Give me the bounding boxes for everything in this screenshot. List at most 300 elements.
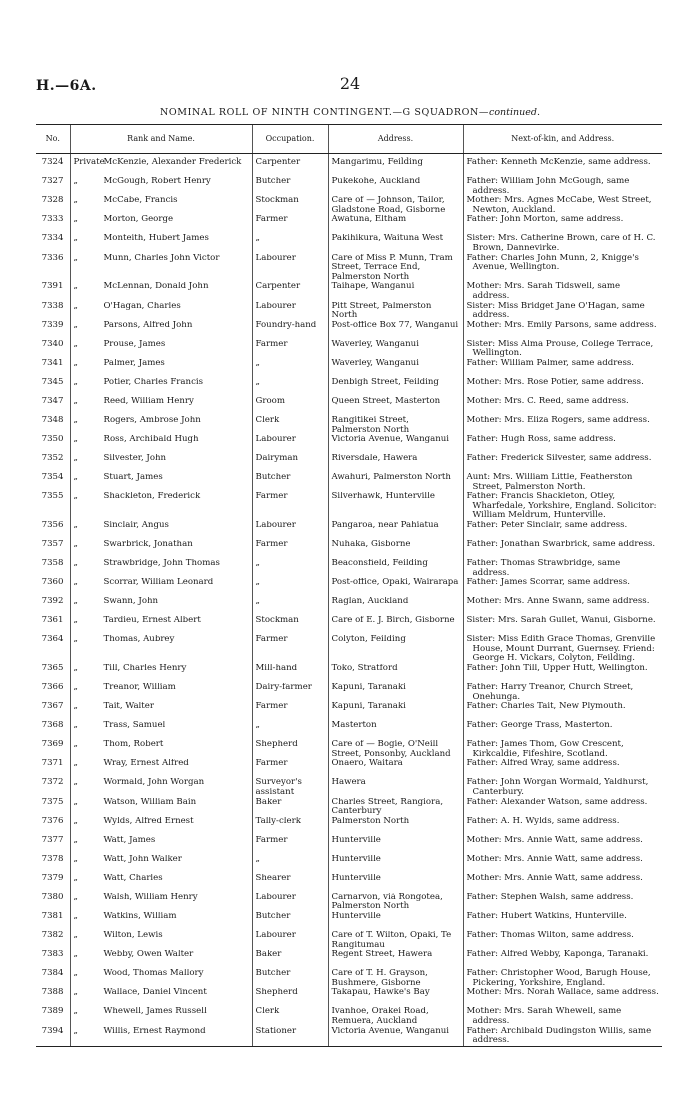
rank-name-cell bbox=[70, 454, 252, 473]
rank-name-cell bbox=[70, 559, 252, 578]
occupation-cell: „ bbox=[252, 359, 328, 378]
occupation-cell: Foundry-hand bbox=[252, 321, 328, 340]
rank-name-cell bbox=[70, 302, 252, 321]
next-of-kin-cell: Father: William John McGough, same address. bbox=[463, 177, 662, 196]
soldier-name: Strawbridge, John Thomas bbox=[103, 559, 220, 569]
rank-name-cell bbox=[70, 778, 252, 797]
service-number-cell: 7352 bbox=[41, 454, 64, 464]
service-number-cell: 7348 bbox=[41, 415, 64, 425]
occupation-cell: Farmer bbox=[252, 836, 328, 855]
rank: „ bbox=[73, 969, 78, 979]
rank: „ bbox=[73, 988, 78, 998]
rank-name-cell bbox=[70, 282, 252, 301]
next-of-kin-cell: Father: Alfred Webby, Kaponga, Taranaki. bbox=[463, 950, 662, 969]
table-row bbox=[36, 521, 662, 540]
service-number-cell: 7382 bbox=[41, 930, 64, 940]
roll-title-suffix: continued. bbox=[489, 107, 540, 118]
service-number-cell: 7391 bbox=[41, 282, 64, 292]
address-cell: Victoria Avenue, Wanganui bbox=[328, 1027, 463, 1047]
occupation-cell: Carpenter bbox=[252, 282, 328, 301]
soldier-name: Watt, Charles bbox=[103, 873, 163, 883]
next-of-kin-cell: Mother: Mrs. Emily Parsons, same address. bbox=[463, 321, 662, 340]
rank: „ bbox=[73, 177, 78, 186]
soldier-name: Reed, William Henry bbox=[103, 396, 194, 406]
next-of-kin-cell: Mother: Mrs. Annie Watt, same address. bbox=[463, 836, 662, 855]
rank-name-cell bbox=[70, 969, 252, 988]
soldier-name: Wilton, Lewis bbox=[103, 930, 163, 940]
address-cell: Waverley, Wanganui bbox=[328, 340, 463, 359]
soldier-name: Tardieu, Ernest Albert bbox=[103, 616, 201, 626]
service-number-cell: 7377 bbox=[41, 835, 64, 845]
next-of-kin-cell: Father: A. H. Wylds, same address. bbox=[463, 817, 662, 836]
rank-name-cell bbox=[70, 798, 252, 817]
rank: „ bbox=[73, 616, 78, 626]
address-cell: Takapau, Hawke's Bay bbox=[328, 988, 463, 1007]
table-row bbox=[36, 635, 662, 664]
table-row bbox=[36, 950, 662, 969]
table-row bbox=[36, 702, 662, 721]
occupation-cell: Farmer bbox=[252, 702, 328, 721]
rank-name-cell bbox=[70, 177, 252, 196]
rank: „ bbox=[73, 339, 78, 349]
address-cell: Charles Street, Rangiora, Canterbury bbox=[328, 798, 463, 817]
next-of-kin-cell: Father: Francis Shackleton, Otley, Wharfedale, Yorkshire, England. Solicitor: William Meldrum, Hunterville. bbox=[463, 492, 662, 521]
column-header-kin: Next-of-kin, and Address. bbox=[463, 125, 662, 154]
rank: „ bbox=[73, 854, 78, 864]
address-cell: Ivanhoe, Orakei Road, Remuera, Auckland bbox=[328, 1007, 463, 1026]
service-number-cell: 7354 bbox=[41, 473, 64, 483]
address-cell: Raglan, Auckland bbox=[328, 597, 463, 616]
rank: „ bbox=[73, 702, 78, 712]
service-number-cell: 7394 bbox=[36, 1027, 70, 1047]
occupation-cell: „ bbox=[252, 597, 328, 616]
service-number-cell: 7365 bbox=[41, 664, 64, 674]
occupation-cell: Stockman bbox=[252, 196, 328, 215]
occupation-cell: Labourer bbox=[252, 931, 328, 950]
occupation-cell: Farmer bbox=[252, 540, 328, 559]
soldier-name: Till, Charles Henry bbox=[103, 664, 187, 674]
rank-name-cell bbox=[70, 702, 252, 721]
rank: „ bbox=[73, 635, 78, 645]
rank: „ bbox=[73, 797, 78, 807]
service-number-cell: 7345 bbox=[41, 377, 64, 387]
soldier-name: Parsons, Alfred John bbox=[103, 320, 193, 330]
next-of-kin-cell: Sister: Miss Alma Prouse, College Terrace, Wellington. bbox=[463, 340, 662, 359]
rank-name-cell bbox=[70, 234, 252, 253]
table-row bbox=[36, 359, 662, 378]
soldier-name: Shackleton, Frederick bbox=[103, 492, 201, 502]
next-of-kin-cell: Father: Charles John Munn, 2, Knigge's Avenue, Wellington. bbox=[463, 254, 662, 283]
rank: „ bbox=[73, 301, 78, 311]
rank: „ bbox=[73, 835, 78, 845]
rank-name-cell bbox=[70, 473, 252, 492]
address-cell: Silverhawk, Hunterville bbox=[328, 492, 463, 521]
rank-name-cell bbox=[70, 359, 252, 378]
next-of-kin-cell: Aunt: Mrs. William Little, Featherston Street, Palmerston North. bbox=[463, 473, 662, 492]
table-row bbox=[36, 893, 662, 912]
occupation-cell: Butcher bbox=[252, 912, 328, 931]
next-of-kin-cell: Father: Charles Tait, New Plymouth. bbox=[463, 702, 662, 721]
rank-name-cell bbox=[70, 893, 252, 912]
soldier-name: Wray, Ernest Alfred bbox=[103, 759, 189, 769]
next-of-kin-cell: Father: John Worgan Wormald, Yaldhurst, Canterbury. bbox=[463, 778, 662, 797]
soldier-name: Silvester, John bbox=[103, 454, 167, 464]
next-of-kin-cell: Father: Kenneth McKenzie, same address. bbox=[463, 154, 662, 178]
next-of-kin-cell: Mother: Mrs. Agnes McCabe, West Street, Newton, Auckland. bbox=[463, 196, 662, 215]
soldier-name: Watt, John Walker bbox=[103, 854, 182, 864]
soldier-name: McLennan, Donald John bbox=[103, 282, 209, 292]
rank: „ bbox=[73, 1007, 78, 1017]
occupation-cell: Clerk bbox=[252, 1007, 328, 1026]
soldier-name: Wood, Thomas Mallory bbox=[103, 969, 204, 979]
next-of-kin-cell: Father: Thomas Strawbridge, same address. bbox=[463, 559, 662, 578]
service-number-cell: 7334 bbox=[41, 234, 64, 244]
table-row bbox=[36, 817, 662, 836]
service-number-cell: 7375 bbox=[41, 797, 64, 807]
nominal-roll-table bbox=[36, 124, 662, 1047]
table-row bbox=[36, 302, 662, 321]
table-row bbox=[36, 778, 662, 797]
table-row bbox=[36, 664, 662, 683]
service-number-cell: 7336 bbox=[41, 253, 64, 263]
soldier-name: Swarbrick, Jonathan bbox=[103, 540, 193, 550]
service-number-cell: 7379 bbox=[41, 873, 64, 883]
table-row bbox=[36, 154, 662, 178]
soldier-name: Swann, John bbox=[103, 597, 159, 607]
table-row bbox=[36, 578, 662, 597]
column-header-name: Rank and Name. bbox=[70, 125, 252, 154]
rank: „ bbox=[73, 778, 78, 788]
rank-name-cell bbox=[70, 721, 252, 740]
column-header-address: Address. bbox=[328, 125, 463, 154]
occupation-cell: Shearer bbox=[252, 874, 328, 893]
occupation-cell: „ bbox=[252, 578, 328, 597]
rank-name-cell bbox=[70, 492, 252, 521]
next-of-kin-cell: Father: George Trass, Masterton. bbox=[463, 721, 662, 740]
rank: „ bbox=[73, 215, 78, 225]
service-number-cell: 7324 bbox=[41, 157, 64, 167]
service-number-cell: 7384 bbox=[41, 969, 64, 979]
address-cell: Care of — Johnson, Tailor, Gladstone Road, Gisborne bbox=[328, 196, 463, 215]
address-cell: Awatuna, Eltham bbox=[328, 215, 463, 234]
soldier-name: Palmer, James bbox=[103, 358, 165, 368]
rank: „ bbox=[73, 1026, 78, 1036]
rank-name-cell bbox=[70, 1007, 252, 1026]
next-of-kin-cell: Mother: Mrs. Anne Swann, same address. bbox=[463, 597, 662, 616]
rank-name-cell bbox=[70, 817, 252, 836]
rank: „ bbox=[73, 664, 78, 674]
soldier-name: Scorrar, William Leonard bbox=[103, 578, 214, 588]
rank: „ bbox=[73, 320, 78, 330]
soldier-name: Prouse, James bbox=[103, 339, 166, 349]
rank-name-cell bbox=[70, 1027, 252, 1047]
occupation-cell: Carpenter bbox=[252, 154, 328, 178]
occupation-cell: Labourer bbox=[252, 521, 328, 540]
table-row bbox=[36, 254, 662, 283]
table-row bbox=[36, 473, 662, 492]
address-cell: Hunterville bbox=[328, 855, 463, 874]
rank-name-cell bbox=[70, 196, 252, 215]
rank: „ bbox=[73, 473, 78, 483]
next-of-kin-cell: Father: James Scorrar, same address. bbox=[463, 578, 662, 597]
soldier-name: O'Hagan, Charles bbox=[103, 301, 181, 311]
next-of-kin-cell: Father: John Morton, same address. bbox=[463, 215, 662, 234]
address-cell: Riversdale, Hawera bbox=[328, 454, 463, 473]
service-number-cell: 7364 bbox=[41, 635, 64, 645]
service-number-cell: 7378 bbox=[41, 854, 64, 864]
address-cell: Hunterville bbox=[328, 836, 463, 855]
next-of-kin-cell: Mother: Mrs. Annie Watt, same address. bbox=[463, 874, 662, 893]
rank: „ bbox=[73, 492, 78, 502]
rank: „ bbox=[73, 415, 78, 425]
address-cell: Hunterville bbox=[328, 912, 463, 931]
next-of-kin-cell: Father: Frederick Silvester, same address. bbox=[463, 454, 662, 473]
service-number-cell: 7340 bbox=[41, 339, 64, 349]
rank-name-cell bbox=[70, 578, 252, 597]
table-row bbox=[36, 196, 662, 215]
address-cell: Onaero, Waitara bbox=[328, 759, 463, 778]
service-number-cell: 7381 bbox=[41, 911, 64, 921]
table-row bbox=[36, 969, 662, 988]
rank-name-cell bbox=[70, 340, 252, 359]
rank: „ bbox=[73, 234, 78, 244]
occupation-cell: Butcher bbox=[252, 177, 328, 196]
rank-name-cell bbox=[70, 759, 252, 778]
next-of-kin-cell: Father: Stephen Walsh, same address. bbox=[463, 893, 662, 912]
service-number-cell: 7388 bbox=[41, 988, 64, 998]
service-number-cell: 7371 bbox=[41, 759, 64, 769]
soldier-name: Rogers, Ambrose John bbox=[103, 415, 201, 425]
service-number-cell: 7358 bbox=[41, 559, 64, 569]
soldier-name: Treanor, William bbox=[103, 683, 176, 693]
next-of-kin-cell: Father: Hubert Watkins, Hunterville. bbox=[463, 912, 662, 931]
table-row bbox=[36, 1027, 662, 1047]
table-row bbox=[36, 340, 662, 359]
address-cell: Post-office, Opaki, Wairarapa bbox=[328, 578, 463, 597]
next-of-kin-cell: Father: John Till, Upper Hutt, Wellington. bbox=[463, 664, 662, 683]
address-cell: Pakihikura, Waituna West bbox=[328, 234, 463, 253]
next-of-kin-cell: Sister: Miss Edith Grace Thomas, Grenville House, Mount Durrant, Guernsey. Friend: George H. Vickars, Colyton, Feilding. bbox=[463, 635, 662, 664]
rank: „ bbox=[73, 816, 78, 826]
occupation-cell: Clerk bbox=[252, 416, 328, 435]
table-row bbox=[36, 836, 662, 855]
address-cell: Awahuri, Palmerston North bbox=[328, 473, 463, 492]
table-row bbox=[36, 492, 662, 521]
service-number-cell: 7367 bbox=[41, 702, 64, 712]
next-of-kin-cell: Mother: Mrs. Eliza Rogers, same address. bbox=[463, 416, 662, 435]
rank-name-cell bbox=[70, 154, 252, 178]
soldier-name: Wallace, Daniel Vincent bbox=[103, 988, 207, 998]
rank-name-cell bbox=[70, 874, 252, 893]
occupation-cell: Shepherd bbox=[252, 740, 328, 759]
rank-name-cell bbox=[70, 416, 252, 435]
rank: „ bbox=[73, 396, 78, 406]
soldier-name: Stuart, James bbox=[103, 473, 163, 483]
occupation-cell: Surveyor's assistant bbox=[252, 778, 328, 797]
rank-name-cell bbox=[70, 855, 252, 874]
rank: „ bbox=[73, 683, 78, 693]
next-of-kin-cell: Father: William Palmer, same address. bbox=[463, 359, 662, 378]
service-number-cell: 7360 bbox=[41, 578, 64, 588]
occupation-cell: „ bbox=[252, 234, 328, 253]
table-row bbox=[36, 215, 662, 234]
next-of-kin-cell: Father: Peter Sinclair, same address. bbox=[463, 521, 662, 540]
rank-name-cell bbox=[70, 521, 252, 540]
next-of-kin-cell: Father: Thomas Wilton, same address. bbox=[463, 931, 662, 950]
occupation-cell: Farmer bbox=[252, 759, 328, 778]
rank: „ bbox=[73, 721, 78, 731]
table-row bbox=[36, 721, 662, 740]
address-cell: Waverley, Wanganui bbox=[328, 359, 463, 378]
occupation-cell: „ bbox=[252, 378, 328, 397]
table-header-row bbox=[36, 125, 662, 154]
soldier-name: Thom, Robert bbox=[103, 740, 164, 750]
address-cell: Victoria Avenue, Wanganui bbox=[328, 435, 463, 454]
service-number-cell: 7376 bbox=[41, 816, 64, 826]
table-body bbox=[36, 154, 662, 1047]
rank: „ bbox=[73, 892, 78, 902]
table-row bbox=[36, 321, 662, 340]
soldier-name: Trass, Samuel bbox=[103, 721, 166, 731]
occupation-cell: Tally-clerk bbox=[252, 817, 328, 836]
soldier-name: Wormald, John Worgan bbox=[103, 778, 205, 788]
occupation-cell: Baker bbox=[252, 798, 328, 817]
soldier-name: Watson, William Bain bbox=[103, 797, 197, 807]
occupation-cell: „ bbox=[252, 855, 328, 874]
address-cell: Nuhaka, Gisborne bbox=[328, 540, 463, 559]
rank-name-cell bbox=[70, 321, 252, 340]
rank-name-cell bbox=[70, 912, 252, 931]
service-number-cell: 7356 bbox=[41, 521, 64, 531]
next-of-kin-cell: Father: Alfred Wray, same address. bbox=[463, 759, 662, 778]
service-number-cell: 7327 bbox=[41, 177, 64, 186]
table-row bbox=[36, 234, 662, 253]
soldier-name: Thomas, Aubrey bbox=[103, 635, 175, 645]
table-row bbox=[36, 540, 662, 559]
rank-name-cell bbox=[70, 931, 252, 950]
rank: „ bbox=[73, 578, 78, 588]
soldier-name: McGough, Robert Henry bbox=[103, 177, 211, 186]
rank: „ bbox=[73, 521, 78, 531]
address-cell: Post-office Box 77, Wanganui bbox=[328, 321, 463, 340]
address-cell: Taihape, Wanganui bbox=[328, 282, 463, 301]
service-number-cell: 7369 bbox=[41, 740, 64, 750]
rank: „ bbox=[73, 358, 78, 368]
address-cell: Care of Miss P. Munn, Tram Street, Terrace End, Palmerston North bbox=[328, 254, 463, 283]
address-cell: Hunterville bbox=[328, 874, 463, 893]
service-number-cell: 7357 bbox=[41, 540, 64, 550]
next-of-kin-cell: Father: Harry Treanor, Church Street, Onehunga. bbox=[463, 683, 662, 702]
service-number-cell: 7355 bbox=[41, 492, 64, 502]
table-row bbox=[36, 616, 662, 635]
service-number-cell: 7366 bbox=[41, 683, 64, 693]
address-cell: Beaconsfield, Feilding bbox=[328, 559, 463, 578]
rank-name-cell bbox=[70, 597, 252, 616]
roll-title bbox=[0, 107, 700, 118]
soldier-name: Whewell, James Russell bbox=[103, 1007, 207, 1017]
next-of-kin-cell: Sister: Mrs. Catherine Brown, care of H. C. Brown, Dannevirke. bbox=[463, 234, 662, 253]
rank: „ bbox=[73, 911, 78, 921]
next-of-kin-cell: Sister: Mrs. Sarah Gullet, Wanui, Gisborne. bbox=[463, 616, 662, 635]
occupation-cell: Labourer bbox=[252, 435, 328, 454]
soldier-name: Webby, Owen Walter bbox=[103, 950, 194, 960]
soldier-name: Wylds, Alfred Ernest bbox=[103, 816, 194, 826]
next-of-kin-cell: Mother: Mrs. Norah Wallace, same address. bbox=[463, 988, 662, 1007]
address-cell: Pitt Street, Palmerston North bbox=[328, 302, 463, 321]
service-number-cell: 7333 bbox=[41, 215, 64, 225]
address-cell: Pangaroa, near Pahiatua bbox=[328, 521, 463, 540]
rank-name-cell bbox=[70, 435, 252, 454]
occupation-cell: Farmer bbox=[252, 492, 328, 521]
rank-name-cell bbox=[70, 950, 252, 969]
address-cell: Kapuni, Taranaki bbox=[328, 702, 463, 721]
soldier-name: McKenzie, Alexander Frederick bbox=[103, 157, 242, 167]
address-cell: Toko, Stratford bbox=[328, 664, 463, 683]
soldier-name: Watt, James bbox=[103, 835, 156, 845]
occupation-cell: Farmer bbox=[252, 215, 328, 234]
soldier-name: Tait, Walter bbox=[103, 702, 154, 712]
address-cell: Rangitikei Street, Palmerston North bbox=[328, 416, 463, 435]
service-number-cell: 7389 bbox=[41, 1007, 64, 1017]
service-number-cell: 7361 bbox=[41, 616, 64, 626]
table-row bbox=[36, 874, 662, 893]
rank-name-cell bbox=[70, 616, 252, 635]
table-row bbox=[36, 559, 662, 578]
occupation-cell: Butcher bbox=[252, 473, 328, 492]
rank: „ bbox=[73, 559, 78, 569]
rank-name-cell bbox=[70, 540, 252, 559]
rank: „ bbox=[73, 930, 78, 940]
rank: „ bbox=[73, 740, 78, 750]
roll-title-main: NOMINAL ROLL OF NINTH CONTINGENT.—G SQUADRON— bbox=[160, 107, 489, 118]
address-cell: Denbigh Street, Feilding bbox=[328, 378, 463, 397]
address-cell: Kapuni, Taranaki bbox=[328, 683, 463, 702]
occupation-cell: Stockman bbox=[252, 616, 328, 635]
service-number-cell: 7328 bbox=[41, 196, 64, 206]
table-row bbox=[36, 397, 662, 416]
table-row bbox=[36, 912, 662, 931]
address-cell: Masterton bbox=[328, 721, 463, 740]
address-cell: Care of — Bogie, O'Neill Street, Ponsonby, Auckland bbox=[328, 740, 463, 759]
occupation-cell: Dairyman bbox=[252, 454, 328, 473]
table-row bbox=[36, 855, 662, 874]
occupation-cell: Labourer bbox=[252, 302, 328, 321]
rank-name-cell bbox=[70, 664, 252, 683]
column-header-occupation: Occupation. bbox=[252, 125, 328, 154]
occupation-cell: Stationer bbox=[252, 1027, 328, 1047]
next-of-kin-cell: Father: Archibald Dudingston Willis, same address. bbox=[463, 1027, 662, 1047]
occupation-cell: Farmer bbox=[252, 340, 328, 359]
address-cell: Queen Street, Masterton bbox=[328, 397, 463, 416]
occupation-cell: Farmer bbox=[252, 635, 328, 664]
rank: „ bbox=[73, 253, 78, 263]
table-row bbox=[36, 798, 662, 817]
service-number-cell: 7372 bbox=[41, 778, 64, 788]
rank-name-cell bbox=[70, 635, 252, 664]
occupation-cell: „ bbox=[252, 559, 328, 578]
soldier-name: Monteith, Hubert James bbox=[103, 234, 209, 244]
rank-name-cell bbox=[70, 988, 252, 1007]
address-cell: Palmerston North bbox=[328, 817, 463, 836]
rank-name-cell bbox=[70, 683, 252, 702]
address-cell: Carnarvon, vià Rongotea, Palmerston North bbox=[328, 893, 463, 912]
table-row bbox=[36, 416, 662, 435]
table-row bbox=[36, 454, 662, 473]
next-of-kin-cell: Father: Christopher Wood, Barugh House, Pickering, Yorkshire, England. bbox=[463, 969, 662, 988]
soldier-name: Ross, Archibald Hugh bbox=[103, 435, 199, 445]
soldier-name: Watkins, William bbox=[103, 911, 177, 921]
occupation-cell: Dairy-farmer bbox=[252, 683, 328, 702]
